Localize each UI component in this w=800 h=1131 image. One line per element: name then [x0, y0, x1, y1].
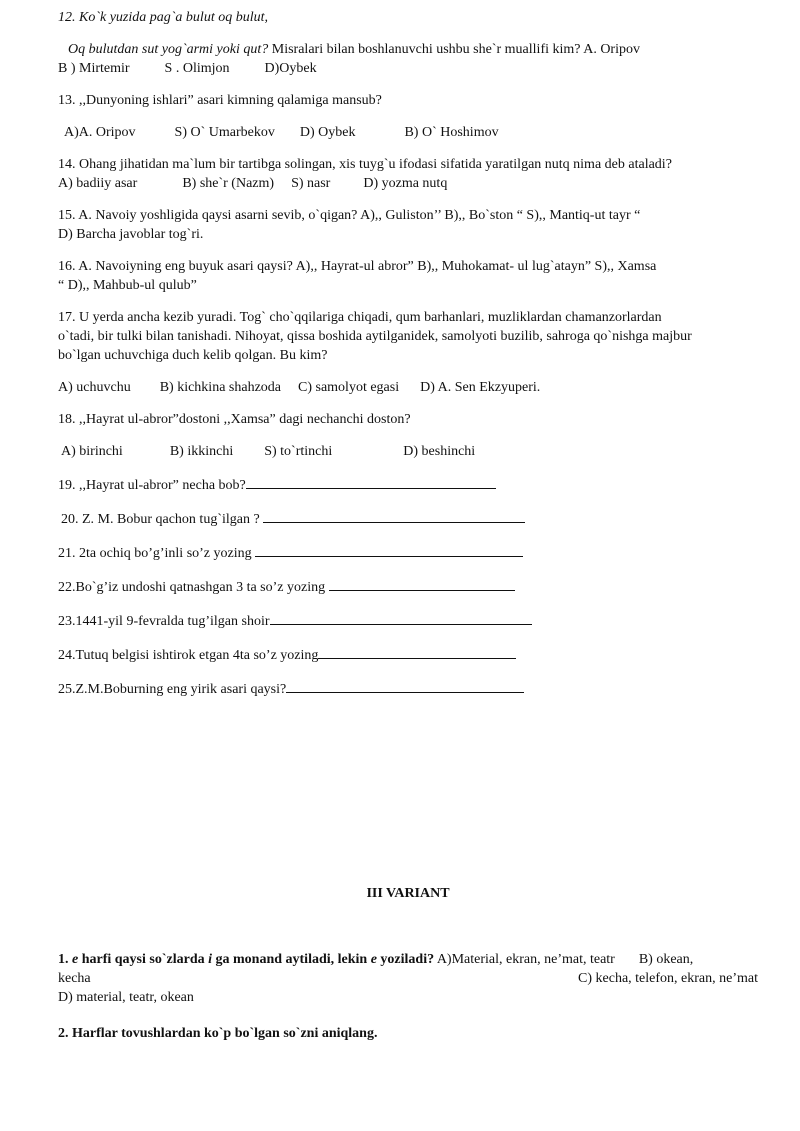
q13-question: 13. ,,Dunyoning ishlari” asari kimning qalamiga mansub? — [58, 93, 382, 108]
variant-question-2: 2. Harflar tovushlardan ko`p bo`lgan so`zni aniqlang. — [58, 1026, 378, 1041]
question-13 — [58, 91, 758, 142]
question-14 — [58, 155, 758, 193]
q17-line2: o`tadi, bir tulki bilan tanishadi. Nihoyat, qissa boshida aytilganidek, samolyoti buzilib, sahroga qo`nishga majbur — [58, 329, 692, 344]
q15-line1: 15. A. Navoiy yoshligida qaysi asarni sevib, o`qigan? A),, Guliston’’ B),, Bo`ston “ S),, Mantiq-ut tayr “ — [58, 208, 641, 223]
q12-question-text: Misralari bilan boshlanuvchi ushbu she`r muallifi kim? A. Oripov — [268, 42, 640, 57]
q17-line1: 17. U yerda ancha kezib yuradi. Tog` cho`qqilariga chiqadi, qum barhanlari, muzliklardan chamanzorlardan — [58, 310, 662, 325]
q14-options — [58, 174, 758, 193]
v1-letter-i: i — [208, 952, 212, 967]
q12-verse-line2: Oq bulutdan sut yog`armi yoki qut? — [68, 42, 269, 57]
q12-options — [58, 59, 758, 78]
q14-option-b: B) she`r (Nazm) — [182, 176, 275, 191]
answer-blank-24[interactable] — [318, 644, 516, 659]
v1-option-b-cont: kecha — [58, 971, 91, 986]
q17-options — [58, 378, 758, 397]
q13-option-s: S) O` Umarbekov — [174, 125, 275, 140]
variant-question-1 — [58, 950, 758, 1007]
q18-option-b: B) ikkinchi — [169, 444, 234, 459]
v1-letter-e2: e — [370, 952, 377, 967]
question-20 — [58, 508, 758, 529]
question-25 — [58, 678, 758, 699]
q16-line2: “ D),, Mahbub-ul qulub” — [58, 278, 197, 293]
q21-text: 21. 2ta ochiq bo’g’inli so’z yozing — [58, 546, 252, 561]
q18-options — [58, 442, 758, 461]
q13-option-b: B) O` Hoshimov — [404, 125, 499, 140]
answer-blank-21[interactable] — [255, 542, 523, 557]
q17-option-d: D) A. Sen Ekzyuperi. — [420, 380, 541, 395]
v1-letter-e: e — [72, 952, 79, 967]
q14-question: 14. Ohang jihatidan ma`lum bir tartibga solingan, xis tuyg`u ifodasi sifatida yaratilgan nutq nima deb ataladi? — [58, 157, 672, 172]
question-23 — [58, 610, 758, 631]
q17-option-c: C) samolyot egasi — [298, 380, 400, 395]
q12-option-b: B ) Mirtemir — [58, 61, 130, 76]
question-21 — [58, 542, 758, 563]
answer-blank-19[interactable] — [246, 474, 496, 489]
q16-line1: 16. A. Navoiyning eng buyuk asari qaysi? A),, Hayrat-ul abror” B),, Muhokamat- ul lug`atayn” S),, Xamsa — [58, 259, 657, 274]
v1-option-b: B) okean, — [638, 952, 694, 967]
q12-verse-line: 12. Ko`k yuzida pag`a bulut oq bulut, — [58, 10, 268, 25]
q12-option-d: D)Oybek — [264, 61, 317, 76]
answer-blank-23[interactable] — [270, 610, 532, 625]
q17-line3: bo`lgan uchuvchiga duch kelib qolgan. Bu kim? — [58, 348, 328, 363]
question-18 — [58, 410, 758, 461]
v1-text-1: harfi qaysi so`zlarda — [78, 952, 209, 967]
question-22 — [58, 576, 758, 597]
question-15 — [58, 206, 758, 244]
q23-text: 23.1441-yil 9-fevralda tug’ilgan shoir — [58, 614, 270, 629]
q14-option-s: S) nasr — [291, 176, 331, 191]
v1-number: 1. — [58, 952, 72, 967]
q19-text: 19. ,,Hayrat ul-abror” necha bob? — [58, 478, 246, 493]
q18-option-d: D) beshinchi — [403, 444, 476, 459]
answer-blank-25[interactable] — [286, 678, 524, 693]
q14-option-a: A) badiiy asar — [58, 176, 138, 191]
document-page — [58, 8, 758, 1041]
q24-text: 24.Tutuq belgisi ishtirok etgan 4ta so’z yozing — [58, 648, 319, 663]
q25-text: 25.Z.M.Boburning eng yirik asari qaysi? — [58, 682, 287, 697]
question-17 — [58, 308, 758, 397]
answer-blank-22[interactable] — [329, 576, 515, 591]
q20-text: 20. Z. M. Bobur qachon tug`ilgan ? — [61, 512, 260, 527]
question-19 — [58, 474, 758, 495]
q18-option-s: S) to`rtinchi — [264, 444, 333, 459]
q12-line2 — [58, 40, 758, 59]
v1-option-d: D) material, teatr, okean — [58, 990, 194, 1005]
v1-line1 — [58, 950, 758, 969]
answer-blank-20[interactable] — [263, 508, 525, 523]
q13-options — [58, 123, 758, 142]
q13-option-d: D) Oybek — [299, 125, 356, 140]
v1-text-3: yoziladi? — [376, 952, 435, 967]
variant-title: III VARIANT — [366, 886, 450, 901]
v1-text-2: ga monand aytiladi, lekin — [212, 952, 371, 967]
v1-line2 — [58, 969, 758, 988]
q18-option-a: A) birinchi — [61, 444, 123, 459]
q14-option-d: D) yozma nutq — [363, 176, 448, 191]
v1-option-c: C) kecha, telefon, ekran, ne’mat — [578, 971, 758, 986]
question-16 — [58, 257, 758, 295]
q17-option-a: A) uchuvchu — [58, 380, 131, 395]
q15-line2: D) Barcha javoblar tog`ri. — [58, 227, 204, 242]
v1-option-a: A)Material, ekran, ne’mat, teatr — [434, 952, 615, 967]
question-24 — [58, 644, 758, 665]
q17-option-b: B) kichkina shahzoda — [159, 380, 281, 395]
q18-question: 18. ,,Hayrat ul-abror”dostoni ,,Xamsa” dagi nechanchi doston? — [58, 412, 411, 427]
q12-option-s: S . Olimjon — [164, 61, 230, 76]
q13-option-a: A)A. Oripov — [64, 125, 136, 140]
q22-text: 22.Bo`g’iz undoshi qatnashgan 3 ta so’z yozing — [58, 580, 326, 595]
question-12 — [58, 8, 758, 78]
